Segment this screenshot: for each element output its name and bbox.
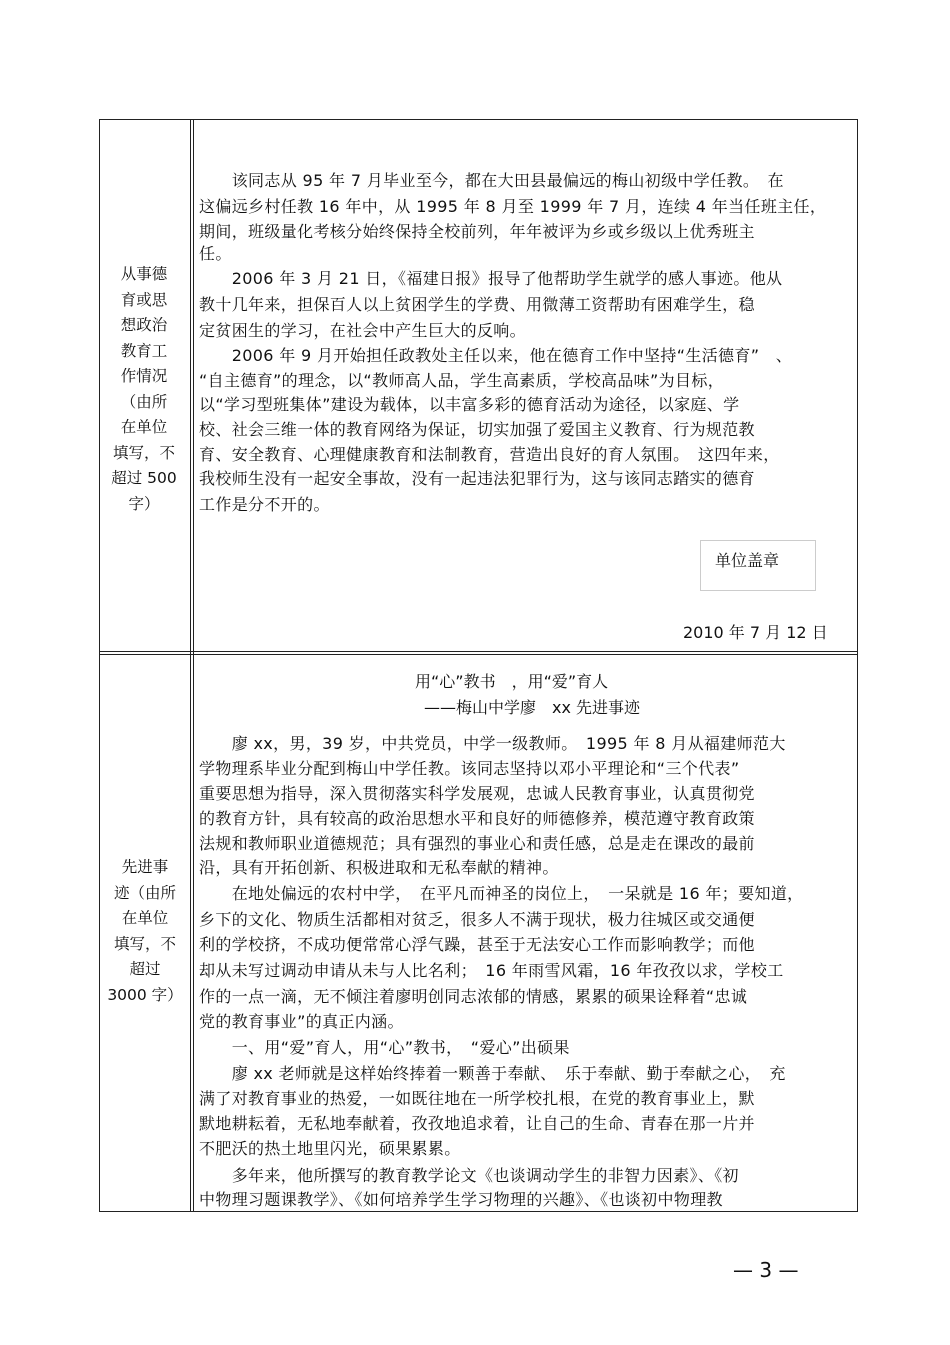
s1-line: 以“学习型班集体”建设为载体，以丰富多彩的德育活动为途径，以家庭、学 bbox=[199, 395, 740, 414]
date: 2010 年 7 月 12 日 bbox=[683, 623, 828, 642]
s2-line: 重要思想为指导，深入贯彻落实科学发展观，忠诚人民教育事业，认真贯彻党 bbox=[199, 784, 755, 803]
label-line: 在单位 bbox=[121, 909, 169, 927]
label-line: 从事德 bbox=[120, 265, 168, 283]
s1-line: 2006 年 9 月开始担任政教处主任以来，他在德育工作中坚持“生活德育” 、 bbox=[199, 346, 793, 365]
s1-line: 任。 bbox=[199, 244, 232, 263]
label-line: 填写，不 bbox=[113, 934, 176, 953]
label-line: 作情况 bbox=[120, 367, 168, 385]
section2-label bbox=[103, 855, 187, 1008]
label-line: 3000 字） bbox=[107, 985, 183, 1004]
s2-line: 利的学校挤，不成功便常常心浮气躁，甚至于无法安心工作而影响教学；而他 bbox=[199, 935, 755, 954]
s1-line: 定贫困生的学习，在社会中产生巨大的反响。 bbox=[199, 321, 527, 340]
s1-line: 该同志从 95 年 7 月毕业至今，都在大田县最偏远的梅山初级中学任教。 在 bbox=[199, 171, 784, 190]
s1-line: 教十几年来，担保百人以上贫困学生的学费、用微薄工资帮助有困难学生，稳 bbox=[199, 295, 755, 314]
s2-line: 廖 xx，男，39 岁，中共党员，中学一级教师。 1995 年 8 月从福建师范大 bbox=[199, 734, 786, 753]
s2-line: 党的教育事业”的真正内涵。 bbox=[199, 1012, 404, 1031]
label-line: 在单位 bbox=[120, 418, 168, 436]
s1-line: 2006 年 3 月 21 日，《福建日报》报导了他帮助学生就学的感人事迹。他从 bbox=[199, 269, 783, 288]
s1-line: 工作是分不开的。 bbox=[199, 495, 330, 514]
label-line: （由所 bbox=[120, 392, 168, 411]
s2-line: 满了对教育事业的热爱，一如既往地在一所学校扎根，在党的教育事业上，默 bbox=[199, 1089, 755, 1108]
article-subtitle: ——梅山中学廖 xx 先进事迹 bbox=[424, 698, 641, 717]
label-line: 教育工 bbox=[120, 341, 168, 360]
s1-line: “自主德育”的理念，以“教师高人品，学生高素质，学校高品味”为目标， bbox=[199, 371, 725, 390]
section1-label bbox=[105, 262, 183, 517]
stamp-label: 单位盖章 bbox=[715, 551, 780, 570]
article-title: 用“心”教书 ，用“爱”育人 bbox=[415, 672, 609, 691]
s2-line: 多年来，他所撰写的教育教学论文《也谈调动学生的非智力因素》、《初 bbox=[199, 1166, 739, 1185]
label-line: 字） bbox=[128, 494, 160, 513]
label-line: 迹（由所 bbox=[113, 883, 176, 902]
column-divider-inner bbox=[193, 119, 194, 1212]
s2-line: 法规和教师职业道德规范；具有强烈的事业心和责任感，总是走在课改的最前 bbox=[199, 834, 755, 853]
s1-line: 育、安全教育、心理健康教育和法制教育，营造出良好的育人氛围。 这四年来， bbox=[199, 445, 780, 464]
s2-line: 在地处偏远的农村中学， 在平凡而神圣的岗位上， 一呆就是 16 年；要知道， bbox=[199, 884, 804, 903]
label-line: 填写，不 bbox=[112, 443, 175, 462]
label-line: 先进事 bbox=[121, 858, 169, 876]
s2-line: 默地耕耘着，无私地奉献着，孜孜地追求着，让自己的生命、青春在那一片并 bbox=[199, 1114, 755, 1133]
label-line: 超过 500 bbox=[111, 469, 177, 487]
s1-line: 这偏远乡村任教 16 年中，从 1995 年 8 月至 1999 年 7 月，连续 4 年当任班主任， bbox=[199, 197, 827, 216]
s2-line: 不肥沃的热土地里闪光，硕果累累。 bbox=[199, 1139, 461, 1158]
s2-line: 一、用“爱”育人，用“心”教书， “爱心”出硕果 bbox=[199, 1038, 570, 1057]
column-divider bbox=[190, 119, 191, 1212]
row-divider-inner bbox=[99, 654, 858, 655]
s1-line: 我校师生没有一起安全事故，没有一起违法犯罪行为，这与该同志踏实的德育 bbox=[199, 469, 755, 488]
s1-line: 期间，班级量化考核分始终保持全校前列，年年被评为乡或乡级以上优秀班主 bbox=[199, 222, 755, 241]
s2-line: 中物理习题课教学》、《如何培养学生学习物理的兴趣》、《也谈初中物理教 bbox=[199, 1190, 723, 1209]
label-line: 育或思 bbox=[120, 290, 168, 309]
page-number: — 3 — bbox=[733, 1258, 799, 1282]
s2-line: 乡下的文化、物质生活都相对贫乏，很多人不满于现状，极力往城区或交通便 bbox=[199, 910, 755, 929]
s2-line: 学物理系毕业分配到梅山中学任教。该同志坚持以邓小平理论和“三个代表” bbox=[199, 759, 740, 778]
label-line: 超过 bbox=[129, 960, 161, 978]
s2-line: 沿，具有开拓创新、积极进取和无私奉献的精神。 bbox=[199, 858, 559, 877]
s2-line: 廖 xx 老师就是这样始终捧着一颗善于奉献、 乐于奉献、勤于奉献之心， 充 bbox=[199, 1064, 786, 1083]
s1-line: 校、社会三维一体的教育网络为保证，切实加强了爱国主义教育、行为规范教 bbox=[199, 420, 755, 439]
s2-line: 的教育方针，具有较高的政治思想水平和良好的师德修养，模范遵守教育政策 bbox=[199, 809, 755, 828]
row-divider bbox=[99, 651, 858, 652]
s2-line: 却从未写过调动申请从未与人比名利； 16 年雨雪风霜，16 年孜孜以求，学校工 bbox=[199, 961, 784, 980]
s2-line: 作的一点一滴，无不倾注着廖明创同志浓郁的情感，累累的硕果诠释着“忠诚 bbox=[199, 987, 748, 1006]
label-line: 想政治 bbox=[120, 316, 168, 334]
